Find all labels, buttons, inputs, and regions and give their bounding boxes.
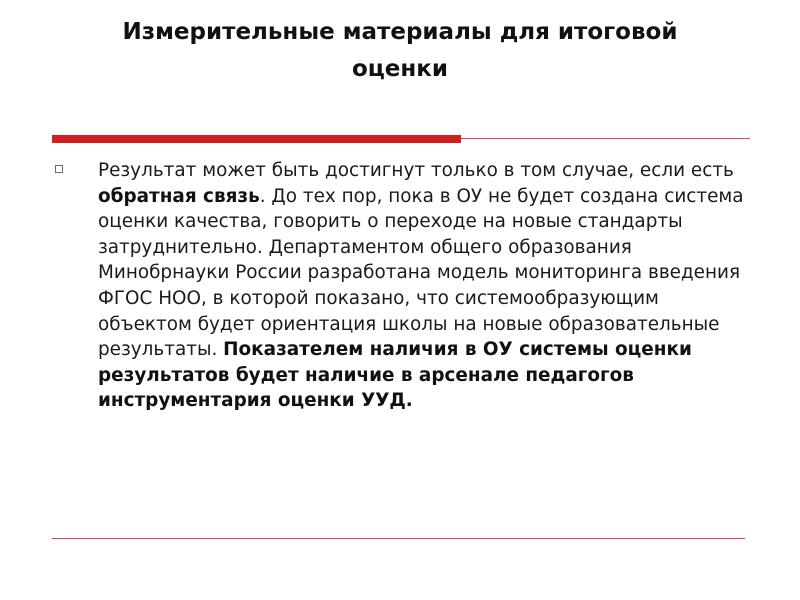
title-divider-thin-line <box>461 138 750 139</box>
paragraph-bold-conclusion: Показателем наличия в ОУ системы оценки результатов будет наличие в арсенале педагогов инструментария оценки УУД. <box>98 339 692 412</box>
slide-title-line-1: Измерительные материалы для итоговой <box>122 19 678 45</box>
title-divider <box>52 134 750 144</box>
paragraph-text-1: Результат может быть достигнут только в том случае, если есть <box>98 160 734 181</box>
bullet-list <box>52 158 752 414</box>
title-divider-thick-bar <box>52 135 461 143</box>
paragraph-text-2: . До тех пор, пока в ОУ не будет создана система оценки качества, говорить о переходе на новые стандарты затруднительно. Департаментом общего образования Минобрнауки России разработана модель мониторинга введения ФГОС НОО, в которой показано, что системообразующим объектом будет ориентация школы на новые образовательные результаты. <box>98 185 744 361</box>
footer-divider <box>52 538 745 539</box>
slide-title-line-2: оценки <box>351 56 449 82</box>
slide-title <box>40 14 760 88</box>
paragraph-bold-feedback: обратная связь <box>98 185 260 207</box>
bullet-paragraph <box>98 158 752 414</box>
square-bullet-icon <box>55 165 63 173</box>
